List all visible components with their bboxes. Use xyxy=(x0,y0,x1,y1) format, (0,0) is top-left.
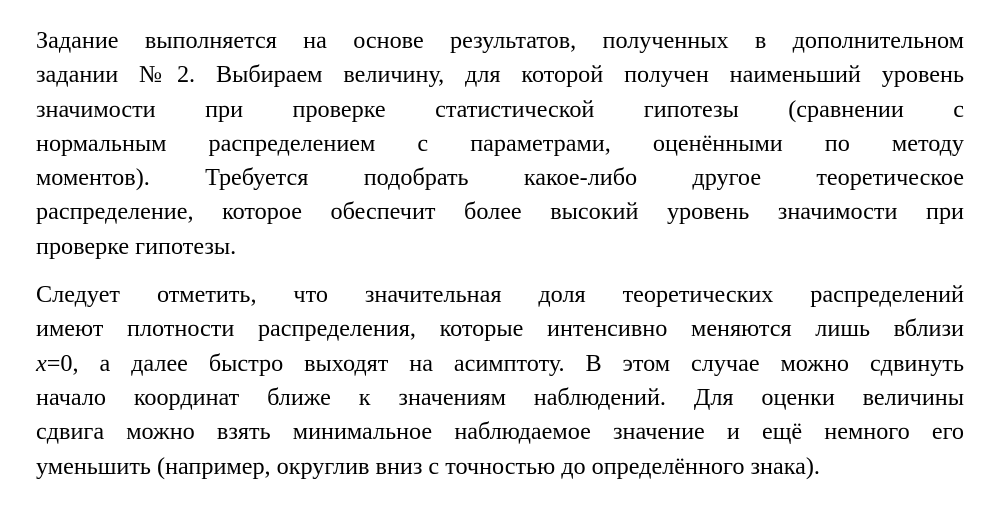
text-line: задании №2. Выбираем величину, для которой получен наименьший уровень xyxy=(36,61,964,89)
text-line: моментов). Требуется подобрать какое-либо другое теоретическое xyxy=(36,164,964,192)
text-line: Задание выполняется на основе результатов, полученных в дополнительном xyxy=(36,27,964,54)
text-line: уменьшить (например, округлив вниз с точностью до определённого знака). xyxy=(36,452,820,480)
text-line: сдвига можно взять минимальное наблюдаемое значение и ещё немного его xyxy=(36,418,964,446)
text-line: Следует отметить, что значительная доля теоретических распределений xyxy=(36,281,964,309)
text-line: проверке гипотезы. xyxy=(36,232,237,260)
text-line: значимости при проверке статистической гипотезы (сравнении с xyxy=(36,95,964,123)
text-fragment: =0, а далее быстро выходят на асимптоту. В этом случае можно сдвинуть xyxy=(46,349,964,377)
document-page xyxy=(36,24,964,484)
text-line: распределение, которое обеспечит более высокий уровень значимости при xyxy=(36,198,964,226)
text-line: нормальным распределением с параметрами, оценёнными по методу xyxy=(36,129,964,157)
paragraph-2 xyxy=(36,278,964,484)
paragraph-1 xyxy=(36,24,964,264)
variable-x: x xyxy=(36,349,47,377)
text-line: начало координат ближе к значениям наблюдений. Для оценки величины xyxy=(36,383,964,411)
text-line-with-variable xyxy=(36,347,964,381)
text-line: имеют плотности распределения, которые интенсивно меняются лишь вблизи xyxy=(36,315,964,343)
